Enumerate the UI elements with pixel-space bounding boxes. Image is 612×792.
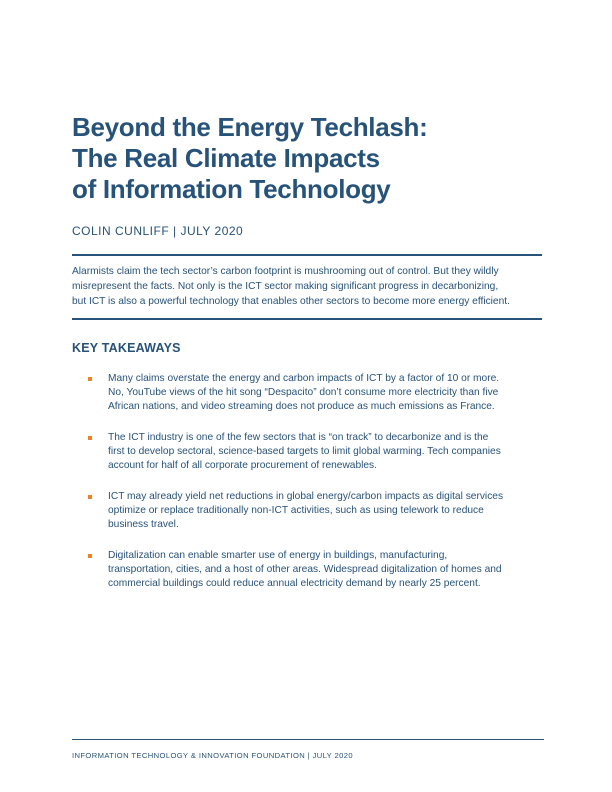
takeaway-line: Digitalization can enable smarter use of energy in buildings, manufacturing, — [108, 550, 448, 561]
takeaway-line: first to develop sectoral, science-based targets to limit global warming. Tech companies — [108, 446, 501, 457]
takeaway-line: transportation, cities, and a host of other areas. Widespread digitalization of homes and — [108, 564, 502, 575]
takeaway-item — [88, 372, 543, 414]
author-date-byline: COLIN CUNLIFF | JULY 2020 — [72, 224, 244, 238]
summary-line: but ICT is also a powerful technology that enables other sectors to become more energy efficient. — [72, 296, 510, 307]
takeaway-item — [88, 431, 543, 473]
document-title — [72, 112, 542, 205]
page-footer: INFORMATION TECHNOLOGY & INNOVATION FOUNDATION | JULY 2020 — [72, 751, 354, 760]
title-line-2: The Real Climate Impacts — [72, 143, 380, 173]
takeaway-line: Many claims overstate the energy and carbon impacts of ICT by a factor of 10 or more. — [108, 373, 500, 384]
takeaway-line: The ICT industry is one of the few sectors that is “on track” to decarbonize and is the — [108, 432, 489, 443]
takeaway-line: account for half of all corporate procurement of renewables. — [108, 460, 377, 471]
key-takeaways-heading: KEY TAKEAWAYS — [72, 341, 181, 355]
square-bullet-icon — [88, 554, 92, 558]
takeaway-line: optimize or replace traditionally non-ICT activities, such as using telework to reduce — [108, 505, 484, 516]
title-line-1: Beyond the Energy Techlash: — [72, 112, 428, 142]
square-bullet-icon — [88, 377, 92, 381]
square-bullet-icon — [88, 495, 92, 499]
summary-paragraph — [72, 264, 547, 309]
takeaway-line: African nations, and video streaming does not produce as much emissions as France. — [108, 401, 495, 412]
takeaway-line: No, YouTube views of the hit song “Despacito” don’t consume more electricity than five — [108, 387, 499, 398]
takeaway-line: business travel. — [108, 519, 179, 530]
key-takeaways-list — [88, 372, 543, 608]
summary-bottom-rule — [72, 318, 542, 320]
summary-line: Alarmists claim the tech sector’s carbon footprint is mushrooming out of control. But they wildly — [72, 266, 499, 277]
takeaway-item — [88, 490, 543, 532]
square-bullet-icon — [88, 436, 92, 440]
summary-top-rule — [72, 254, 542, 256]
summary-line: misrepresent the facts. Not only is the ICT sector making significant progress in decarbonizing, — [72, 281, 499, 292]
footer-rule — [72, 739, 544, 740]
takeaway-line: ICT may already yield net reductions in global energy/carbon impacts as digital services — [108, 491, 504, 502]
takeaway-line: commercial buildings could reduce annual electricity demand by nearly 25 percent. — [108, 578, 481, 589]
takeaway-item — [88, 549, 543, 591]
title-line-3: of Information Technology — [72, 174, 391, 204]
